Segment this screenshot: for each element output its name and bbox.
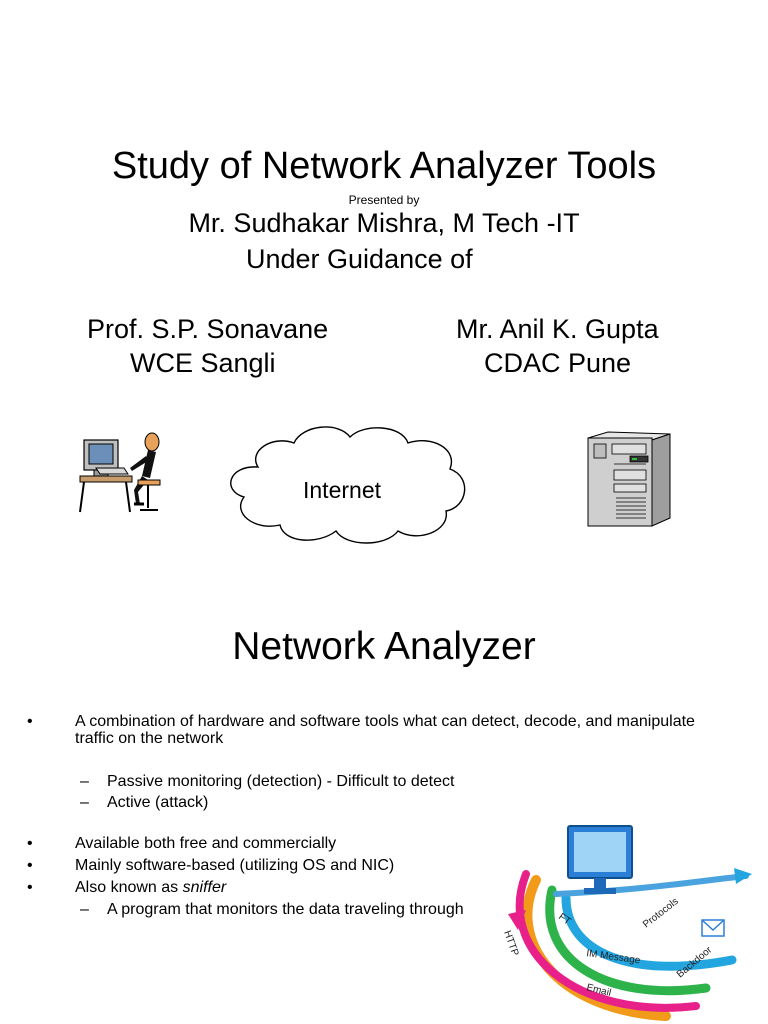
bullet-text: Available both free and commercially (75, 835, 337, 852)
bullet-item (27, 713, 715, 747)
sub-bullet-glyph: – (80, 901, 89, 918)
bullet-glyph: • (27, 857, 33, 874)
bullet-glyph: • (27, 835, 33, 852)
illustration-label: Backdoor (674, 944, 715, 981)
server-tower-icon (584, 430, 674, 528)
guide-1-org: WCE Sangli (130, 348, 276, 378)
presented-by-label: Presented by (348, 193, 420, 207)
slide-title: Study of Network Analyzer Tools (111, 145, 657, 187)
guidance-label: Under Guidance of (246, 244, 473, 274)
guide-2-name: Mr. Anil K. Gupta (456, 314, 659, 344)
illustration-label: IM Message (585, 948, 642, 967)
sub-bullet-text: A program that monitors the data traveling through (107, 901, 464, 918)
bullet-item (27, 857, 395, 874)
illustration-label: Email (585, 982, 613, 999)
bullet-text-emphasis: sniffer (182, 879, 227, 896)
guide-2-org: CDAC Pune (484, 348, 632, 378)
sub-bullet-item (80, 794, 209, 811)
guide-1-name: Prof. S.P. Sonavane (87, 314, 329, 344)
bullet-text: A combination of hardware and software tools what can detect, decode, and manipulate traffic on the network (75, 713, 695, 747)
illustration-label: Protocols (641, 896, 681, 931)
bullet-item (27, 879, 227, 896)
bullet-text: Mainly software-based (utilizing OS and NIC) (75, 857, 395, 874)
cloud-label: Internet (303, 477, 381, 503)
sub-bullet-glyph: – (80, 794, 89, 811)
bullet-glyph: • (27, 713, 33, 730)
sub-bullet-item (80, 773, 455, 790)
illustration-label: FT (556, 911, 573, 928)
section-title: Network Analyzer (232, 625, 536, 668)
sub-bullet-glyph: – (80, 773, 89, 790)
illustration-label: HTTP (501, 929, 521, 958)
sub-bullet-text: Active (attack) (107, 794, 209, 811)
presenter-name: Mr. Sudhakar Mishra, M Tech -IT (188, 208, 580, 238)
bullet-glyph: • (27, 879, 33, 896)
person-at-computer-icon (76, 430, 176, 522)
bullet-item (27, 835, 337, 852)
network-traffic-illustration-icon (496, 820, 768, 1024)
sub-bullet-text: Passive monitoring (detection) - Difficult to detect (107, 773, 455, 790)
sub-bullet-item (80, 901, 464, 918)
bullet-text-prefix: Also known as (75, 879, 183, 896)
